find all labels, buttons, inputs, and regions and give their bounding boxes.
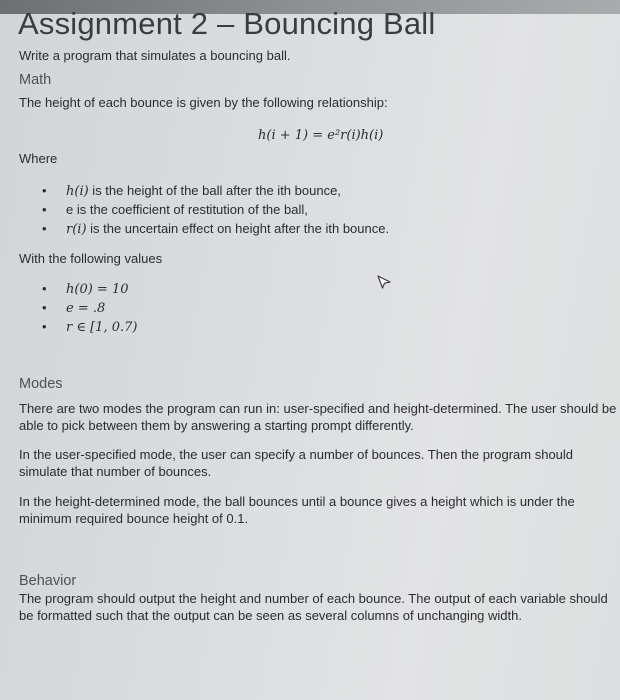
math-intro: The height of each bounce is given by the following relationship: bbox=[19, 95, 388, 110]
bullet-icon: • bbox=[42, 183, 47, 198]
modes-para-3-line-2: minimum required bounce height of 0.1. bbox=[19, 511, 249, 526]
modes-para-1-line-2: able to pick between them by answering a starting prompt differently. bbox=[19, 418, 414, 433]
page-subtitle: Write a program that simulates a bouncing ball. bbox=[19, 48, 291, 63]
math-term: h(i) bbox=[66, 184, 89, 199]
math-term: r(i) bbox=[66, 222, 87, 237]
bullet-icon: • bbox=[42, 300, 47, 315]
values-label: With the following values bbox=[19, 251, 163, 266]
list-item bbox=[42, 279, 137, 298]
behavior-line-2: be formatted such that the output can be seen as several columns of unchanging width. bbox=[19, 608, 522, 623]
modes-para-1-line-1: There are two modes the program can run in: user-specified and height-determined. The user should be bbox=[19, 401, 617, 416]
list-item bbox=[42, 200, 389, 219]
list-item bbox=[42, 298, 137, 317]
list-item bbox=[42, 181, 389, 200]
modes-para-3-line-1: In the height-determined mode, the ball bounces until a bounce gives a height which is under the bbox=[19, 494, 575, 509]
modes-para-2-line-2: simulate that number of bounces. bbox=[19, 464, 212, 479]
bullet-icon: • bbox=[42, 202, 47, 217]
where-label: Where bbox=[19, 151, 58, 166]
behavior-heading: Behavior bbox=[19, 573, 77, 589]
modes-heading: Modes bbox=[19, 376, 63, 392]
list-item bbox=[42, 219, 389, 238]
list-item-text: is the height of the ball after the ith bounce, bbox=[88, 183, 341, 198]
page-title: Assignment 2 – Bouncing Ball bbox=[18, 6, 436, 41]
bullet-icon: • bbox=[42, 281, 47, 296]
value-item: e = .8 bbox=[66, 301, 106, 316]
list-item bbox=[42, 317, 137, 336]
values-list bbox=[42, 279, 137, 336]
value-item: h(0) = 10 bbox=[66, 282, 129, 297]
mouse-cursor-icon bbox=[376, 274, 392, 290]
where-list bbox=[42, 181, 389, 238]
behavior-line-1: The program should output the height and number of each bounce. The output of each variable should bbox=[19, 591, 608, 606]
bounce-formula: h(i + 1) = e²r(i)h(i) bbox=[258, 128, 384, 143]
list-item-text: e is the coefficient of restitution of the ball, bbox=[66, 202, 308, 217]
value-item: r ∈ [1, 0.7) bbox=[66, 320, 138, 335]
math-heading: Math bbox=[19, 72, 52, 88]
modes-para-2-line-1: In the user-specified mode, the user can specify a number of bounces. Then the program should bbox=[19, 447, 574, 462]
list-item-text: is the uncertain effect on height after the ith bounce. bbox=[86, 221, 390, 236]
bullet-icon: • bbox=[42, 319, 47, 334]
bullet-icon: • bbox=[42, 221, 47, 236]
